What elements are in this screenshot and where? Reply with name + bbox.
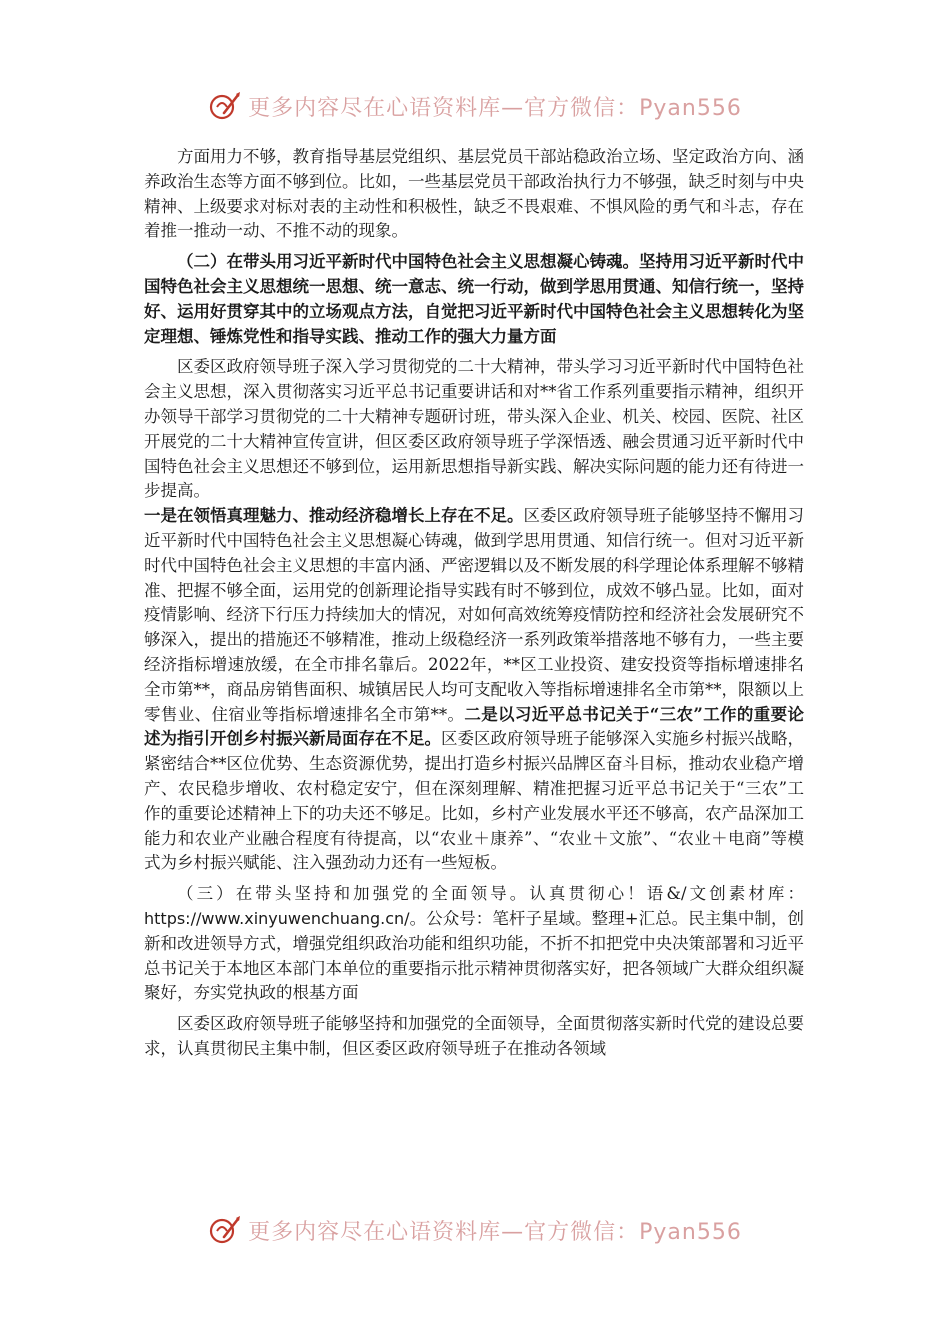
footer-banner	[0, 1210, 950, 1250]
point-text-2: 区委区政府领导班子能够深入实施乡村振兴战略，紧密结合**区位优势、生态资源优势，提出打造乡村振兴品牌区奋斗目标，推动农业稳产增产、农民稳步增收、农村稳定安宁，但在深刻理解、精准把握习近平总书记关于“三农”工作的重要论述精神上下的功夫还不够足。比如，乡村产业发展水平还不够高，农产品深加工能力和农业产业融合程度有待提高，以“农业＋康养”、“农业＋文旅”、“农业＋电商”等模式为乡村振兴赋能、注入强劲动力还有一些短板。	[144, 729, 804, 873]
document-body	[144, 145, 804, 1062]
pen-heart-logo-icon	[208, 1213, 242, 1247]
point-heading-2: 二是以习近平总书记关于“三农”工作的重要论述为指引开创乡村振兴新局面存在不足。	[144, 704, 804, 749]
heading-3-part-b: 。公众号：笔杆子星域。整理+汇总。民主集中制，创新和改进领导方式，增强党组织政治功能和组织功能，不折不扣把党中央决策部署和习近平总书记关于本地区本部门本单位的重要指示批示精神贯彻落实好，把各领域广大群众组织凝聚好，夯实党执政的根基方面	[144, 908, 804, 1003]
point-text-1: 区委区政府领导班子能够坚持不懈用习近平新时代中国特色社会主义思想凝心铸魂，做到学思用贯通、知信行统一。但对习近平新时代中国特色社会主义思想的丰富内涵、严密逻辑以及不断发展的科学理论体系理解不够精准、把握不够全面，运用党的创新理论指导实践有时不够到位，成效不够凸显。比如，面对疫情影响、经济下行压力持续加大的情况，对如何高效统筹疫情防控和经济社会发展研究不够深入，提出的措施还不够精准，推动上级稳经济一系列政策举措落地不够有力，一些主要经济指标增速放缓，在全市排名靠后。2022年，**区工业投资、建安投资等指标增速排名全市第**，商品房销售面积、城镇居民人均可支配收入等指标增速排名全市第**，限额以上零售业、住宿业等指标增速排名全市第**。	[144, 506, 804, 724]
banner-text: 更多内容尽在心语资料库—官方微信：Pyan556	[248, 95, 742, 121]
paragraph: 方面用力不够，教育指导基层党组织、基层党员干部站稳政治立场、坚定政治方向、涵养政治生态等方面不够到位。比如，一些基层党员干部政治执行力不够强，缺乏时刻与中央精神、上级要求对标对表的主动性和积极性，缺乏不畏艰难、不惧风险的勇气和斗志，存在着推一推动一动、不推不动的现象。	[144, 147, 804, 241]
point-heading-1: 一是在领悟真理魅力、推动经济稳增长上存在不足。	[144, 506, 524, 526]
heading-3-part-a: （三）在带头坚持和加强党的全面领导。认真贯彻心！语&/文创素材库：	[177, 884, 804, 904]
header-banner	[0, 86, 950, 126]
source-url-link[interactable]: https://www.xinyuwenchuang.cn/	[144, 908, 410, 928]
paragraph: 区委区政府领导班子深入学习贯彻党的二十大精神，带头学习习近平新时代中国特色社会主义思想，深入贯彻落实习近平总书记重要讲话和对**省工作系列重要指示精神，组织开办领导干部学习贯彻党的二十大精神专题研讨班，带头深入企业、机关、校园、医院、社区开展党的二十大精神宣传宣讲，但区委区政府领导班子学深悟透、融会贯通习近平新时代中国特色社会主义思想还不够到位，运用新思想指导新实践、解决实际问题的能力还有待进一步提高。	[144, 357, 804, 501]
paragraph-points	[144, 504, 804, 876]
paragraph: 区委区政府领导班子能够坚持和加强党的全面领导，全面贯彻落实新时代党的建设总要求，认真贯彻民主集中制，但区委区政府领导班子在推动各领域	[144, 1014, 804, 1058]
section-heading-3	[144, 882, 804, 1006]
banner-text: 更多内容尽在心语资料库—官方微信：Pyan556	[248, 1219, 742, 1245]
section-heading-2: （二）在带头用习近平新时代中国特色社会主义思想凝心铸魂。坚持用习近平新时代中国特色社会主义思想统一思想、统一意志、统一行动，做到学思用贯通、知信行统一，坚持好、运用好贯穿其中的立场观点方法，自觉把习近平新时代中国特色社会主义思想转化为坚定理想、锤炼党性和指导实践、推动工作的强大力量方面	[144, 252, 804, 346]
pen-heart-logo-icon	[208, 89, 242, 123]
